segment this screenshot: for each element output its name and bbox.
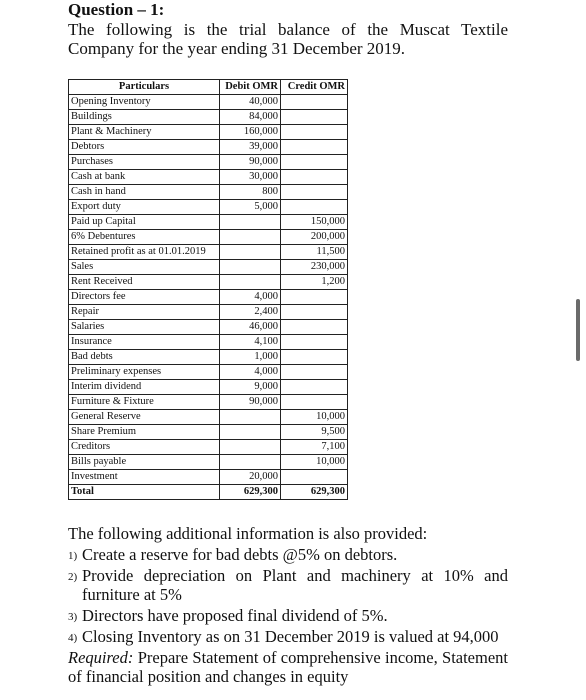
- item-number: 2): [68, 571, 78, 583]
- debit-cell: 39,000: [220, 140, 281, 155]
- additional-heading: The following additional information is also provided:: [68, 524, 428, 543]
- debit-cell: 9,000: [220, 380, 281, 395]
- item-text: Provide depreciation on Plant and machinery at 10% and furniture at 5%: [82, 566, 508, 604]
- particular-cell: Investment: [69, 470, 220, 485]
- debit-cell: 84,000: [220, 110, 281, 125]
- debit-cell: [220, 230, 281, 245]
- debit-cell: 4,000: [220, 290, 281, 305]
- trial-balance-table: [68, 79, 348, 500]
- table-row: [69, 110, 348, 125]
- item-number: 1): [68, 550, 78, 562]
- additional-information: [68, 524, 508, 686]
- credit-cell: [281, 395, 348, 410]
- credit-cell: 7,100: [281, 440, 348, 455]
- particular-cell: Share Premium: [69, 425, 220, 440]
- debit-cell: 160,000: [220, 125, 281, 140]
- credit-cell: 230,000: [281, 260, 348, 275]
- table-row: [69, 230, 348, 245]
- required-text: Prepare Statement of comprehensive income, Statement of financial position and changes in equity: [68, 648, 508, 686]
- table-row: [69, 140, 348, 155]
- particular-cell: 6% Debentures: [69, 230, 220, 245]
- debit-cell: 800: [220, 185, 281, 200]
- debit-cell: 30,000: [220, 170, 281, 185]
- table-row: [69, 215, 348, 230]
- credit-cell: 11,500: [281, 245, 348, 260]
- credit-cell: [281, 140, 348, 155]
- credit-cell: [281, 125, 348, 140]
- debit-cell: 90,000: [220, 155, 281, 170]
- question-intro: The following is the trial balance of the Muscat Textile Company for the year ending 31 December 2019.: [68, 20, 508, 58]
- header-credit: Credit OMR: [281, 80, 348, 95]
- debit-cell: 4,100: [220, 335, 281, 350]
- credit-cell: 200,000: [281, 230, 348, 245]
- header-particulars: Particulars: [69, 80, 220, 95]
- debit-cell: 20,000: [220, 470, 281, 485]
- table-header-row: [69, 80, 348, 95]
- table-row: [69, 260, 348, 275]
- particular-cell: Creditors: [69, 440, 220, 455]
- particular-cell: Bad debts: [69, 350, 220, 365]
- particular-cell: Opening Inventory: [69, 95, 220, 110]
- credit-cell: [281, 350, 348, 365]
- item-text: Directors have proposed final dividend of 5%.: [82, 606, 388, 625]
- debit-cell: 5,000: [220, 200, 281, 215]
- table-row: [69, 95, 348, 110]
- table-row: [69, 395, 348, 410]
- debit-cell: 40,000: [220, 95, 281, 110]
- table-row: [69, 185, 348, 200]
- table-row: [69, 125, 348, 140]
- credit-cell: [281, 305, 348, 320]
- particular-cell: Interim dividend: [69, 380, 220, 395]
- header-debit: Debit OMR: [220, 80, 281, 95]
- item-text: Closing Inventory as on 31 December 2019 is valued at 94,000: [82, 627, 499, 646]
- list-item: [68, 566, 508, 604]
- total-credit: 629,300: [281, 485, 348, 500]
- table-row: [69, 380, 348, 395]
- table-row: [69, 275, 348, 290]
- list-item: [68, 606, 508, 625]
- particular-cell: Debtors: [69, 140, 220, 155]
- table-row: [69, 170, 348, 185]
- particular-cell: Sales: [69, 260, 220, 275]
- table-row: [69, 245, 348, 260]
- debit-cell: 90,000: [220, 395, 281, 410]
- table-row: [69, 410, 348, 425]
- table-row: [69, 365, 348, 380]
- credit-cell: 9,500: [281, 425, 348, 440]
- credit-cell: [281, 185, 348, 200]
- table-row: [69, 440, 348, 455]
- table-row: [69, 305, 348, 320]
- credit-cell: [281, 365, 348, 380]
- table-row: [69, 455, 348, 470]
- item-number: 3): [68, 611, 78, 623]
- particular-cell: Preliminary expenses: [69, 365, 220, 380]
- particular-cell: Insurance: [69, 335, 220, 350]
- item-text: Create a reserve for bad debts @5% on debtors.: [82, 545, 398, 564]
- table-row: [69, 200, 348, 215]
- particular-cell: Retained profit as at 01.01.2019: [69, 245, 220, 260]
- particular-cell: Cash at bank: [69, 170, 220, 185]
- debit-cell: [220, 410, 281, 425]
- debit-cell: [220, 425, 281, 440]
- table-row: [69, 155, 348, 170]
- debit-cell: [220, 275, 281, 290]
- credit-cell: [281, 200, 348, 215]
- debit-cell: [220, 215, 281, 230]
- particular-cell: Salaries: [69, 320, 220, 335]
- credit-cell: [281, 110, 348, 125]
- particular-cell: Export duty: [69, 200, 220, 215]
- credit-cell: 10,000: [281, 410, 348, 425]
- table-row: [69, 350, 348, 365]
- additional-list: [68, 545, 508, 646]
- credit-cell: 1,200: [281, 275, 348, 290]
- table-row: [69, 290, 348, 305]
- debit-cell: [220, 440, 281, 455]
- debit-cell: [220, 260, 281, 275]
- credit-cell: [281, 380, 348, 395]
- credit-cell: [281, 335, 348, 350]
- particular-cell: Purchases: [69, 155, 220, 170]
- list-item: [68, 627, 508, 646]
- credit-cell: [281, 470, 348, 485]
- particular-cell: Furniture & Fixture: [69, 395, 220, 410]
- credit-cell: [281, 155, 348, 170]
- debit-cell: [220, 245, 281, 260]
- item-number: 4): [68, 632, 78, 644]
- credit-cell: 10,000: [281, 455, 348, 470]
- table-row: [69, 320, 348, 335]
- debit-cell: 2,400: [220, 305, 281, 320]
- table-body: [69, 95, 348, 500]
- particular-cell: Directors fee: [69, 290, 220, 305]
- credit-cell: 150,000: [281, 215, 348, 230]
- total-debit: 629,300: [220, 485, 281, 500]
- table-row: [69, 335, 348, 350]
- particular-cell: Buildings: [69, 110, 220, 125]
- particular-cell: General Reserve: [69, 410, 220, 425]
- debit-cell: 4,000: [220, 365, 281, 380]
- particular-cell: Plant & Machinery: [69, 125, 220, 140]
- credit-cell: [281, 320, 348, 335]
- particular-cell: Cash in hand: [69, 185, 220, 200]
- vertical-scrollbar[interactable]: [576, 299, 580, 361]
- total-label: Total: [69, 485, 220, 500]
- question-title: Question – 1:: [68, 0, 165, 19]
- debit-cell: 46,000: [220, 320, 281, 335]
- list-item: [68, 545, 508, 564]
- particular-cell: Bills payable: [69, 455, 220, 470]
- credit-cell: [281, 170, 348, 185]
- particular-cell: Repair: [69, 305, 220, 320]
- debit-cell: [220, 455, 281, 470]
- credit-cell: [281, 95, 348, 110]
- table-row: [69, 425, 348, 440]
- total-row: [69, 485, 348, 500]
- credit-cell: [281, 290, 348, 305]
- required-statement: [68, 648, 508, 686]
- particular-cell: Rent Received: [69, 275, 220, 290]
- table-row: [69, 470, 348, 485]
- required-label: Required:: [68, 648, 134, 667]
- debit-cell: 1,000: [220, 350, 281, 365]
- particular-cell: Paid up Capital: [69, 215, 220, 230]
